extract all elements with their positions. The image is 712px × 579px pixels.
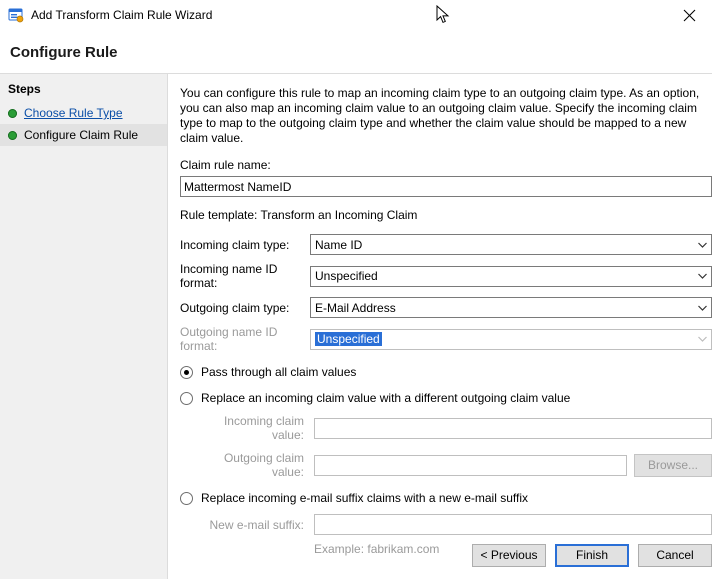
outgoing-claim-value-label: Outgoing claim value: bbox=[223, 451, 304, 479]
sidebar-item-label[interactable]: Choose Rule Type bbox=[24, 106, 123, 120]
option-pass-through-label: Pass through all claim values bbox=[201, 365, 357, 379]
window-title: Add Transform Claim Rule Wizard bbox=[31, 8, 213, 22]
browse-button: Browse... bbox=[634, 454, 712, 477]
option-replace-email-suffix-label: Replace incoming e-mail suffix claims with a new e-mail suffix bbox=[201, 491, 529, 505]
sidebar-item-choose-rule-type[interactable] bbox=[0, 102, 167, 124]
incoming-claim-value-row bbox=[180, 414, 712, 442]
outgoing-claim-type-label: Outgoing claim type: bbox=[180, 300, 290, 315]
chevron-down-icon[interactable] bbox=[693, 298, 711, 317]
claim-rule-name-label: Claim rule name: bbox=[180, 158, 271, 172]
claim-rule-name-input[interactable] bbox=[180, 176, 712, 197]
content-pane bbox=[168, 74, 712, 579]
outgoing-name-id-format-row bbox=[180, 325, 712, 353]
intro-text: You can configure this rule to map an incoming claim type to an outgoing claim type. As an option, you can also map an incoming claim value to an outgoing claim value. Specify the incoming claim type to map to the outgoing claim type and whether the claim value should be mapped to a new claim value. bbox=[180, 86, 700, 145]
incoming-claim-type-value: Name ID bbox=[315, 237, 363, 252]
incoming-claim-value-input bbox=[314, 418, 712, 439]
rule-template-text: Rule template: Transform an Incoming Claim bbox=[180, 208, 418, 222]
incoming-claim-type-select[interactable] bbox=[310, 234, 712, 255]
wizard-footer bbox=[168, 531, 712, 579]
outgoing-name-id-format-select bbox=[310, 329, 712, 350]
incoming-name-id-format-select[interactable] bbox=[310, 266, 712, 287]
outgoing-claim-type-select[interactable] bbox=[310, 297, 712, 318]
option-pass-through-row[interactable] bbox=[180, 365, 712, 379]
incoming-name-id-format-label: Incoming name ID format: bbox=[180, 262, 278, 290]
main-container bbox=[0, 73, 712, 579]
steps-sidebar bbox=[0, 74, 168, 579]
radio-replace-email-suffix[interactable] bbox=[180, 492, 193, 505]
step-current-icon bbox=[8, 131, 17, 140]
steps-title: Steps bbox=[8, 82, 41, 96]
finish-button[interactable]: Finish bbox=[555, 544, 629, 567]
cancel-button[interactable]: Cancel bbox=[638, 544, 712, 567]
sidebar-item-label: Configure Claim Rule bbox=[24, 128, 139, 142]
outgoing-claim-value-row bbox=[180, 451, 712, 479]
step-complete-icon bbox=[8, 109, 17, 118]
outgoing-claim-type-value: E-Mail Address bbox=[315, 300, 396, 315]
incoming-name-id-format-value: Unspecified bbox=[315, 269, 378, 283]
radio-pass-through[interactable] bbox=[180, 366, 193, 379]
sidebar-item-configure-claim-rule[interactable] bbox=[0, 124, 167, 146]
close-icon[interactable] bbox=[667, 0, 712, 30]
email-suffix-example-text: Example: fabrikam.com bbox=[314, 542, 440, 556]
option-replace-claim-value-label: Replace an incoming claim value with a different outgoing claim value bbox=[201, 391, 571, 405]
page-title: Configure Rule bbox=[10, 43, 118, 61]
chevron-down-icon[interactable] bbox=[693, 267, 711, 286]
page-header bbox=[0, 31, 712, 73]
previous-button[interactable]: < Previous bbox=[472, 544, 546, 567]
outgoing-claim-value-input bbox=[314, 455, 627, 476]
chevron-down-icon[interactable] bbox=[693, 235, 711, 254]
outgoing-name-id-format-label: Outgoing name ID format: bbox=[180, 325, 278, 353]
outgoing-name-id-format-value: Unspecified bbox=[317, 332, 380, 346]
incoming-name-id-format-row bbox=[180, 262, 712, 290]
outgoing-claim-type-row bbox=[180, 297, 712, 318]
new-email-suffix-label: New e-mail suffix: bbox=[209, 517, 304, 532]
wizard-icon bbox=[8, 7, 24, 23]
option-replace-claim-value-row[interactable] bbox=[180, 391, 712, 405]
radio-replace-claim-value[interactable] bbox=[180, 392, 193, 405]
chevron-down-icon bbox=[693, 330, 711, 349]
incoming-claim-value-label: Incoming claim value: bbox=[223, 414, 304, 442]
incoming-claim-type-label: Incoming claim type: bbox=[180, 237, 290, 252]
option-replace-email-suffix-row[interactable] bbox=[180, 491, 712, 505]
incoming-claim-type-row bbox=[180, 234, 712, 255]
window-titlebar bbox=[0, 0, 712, 31]
